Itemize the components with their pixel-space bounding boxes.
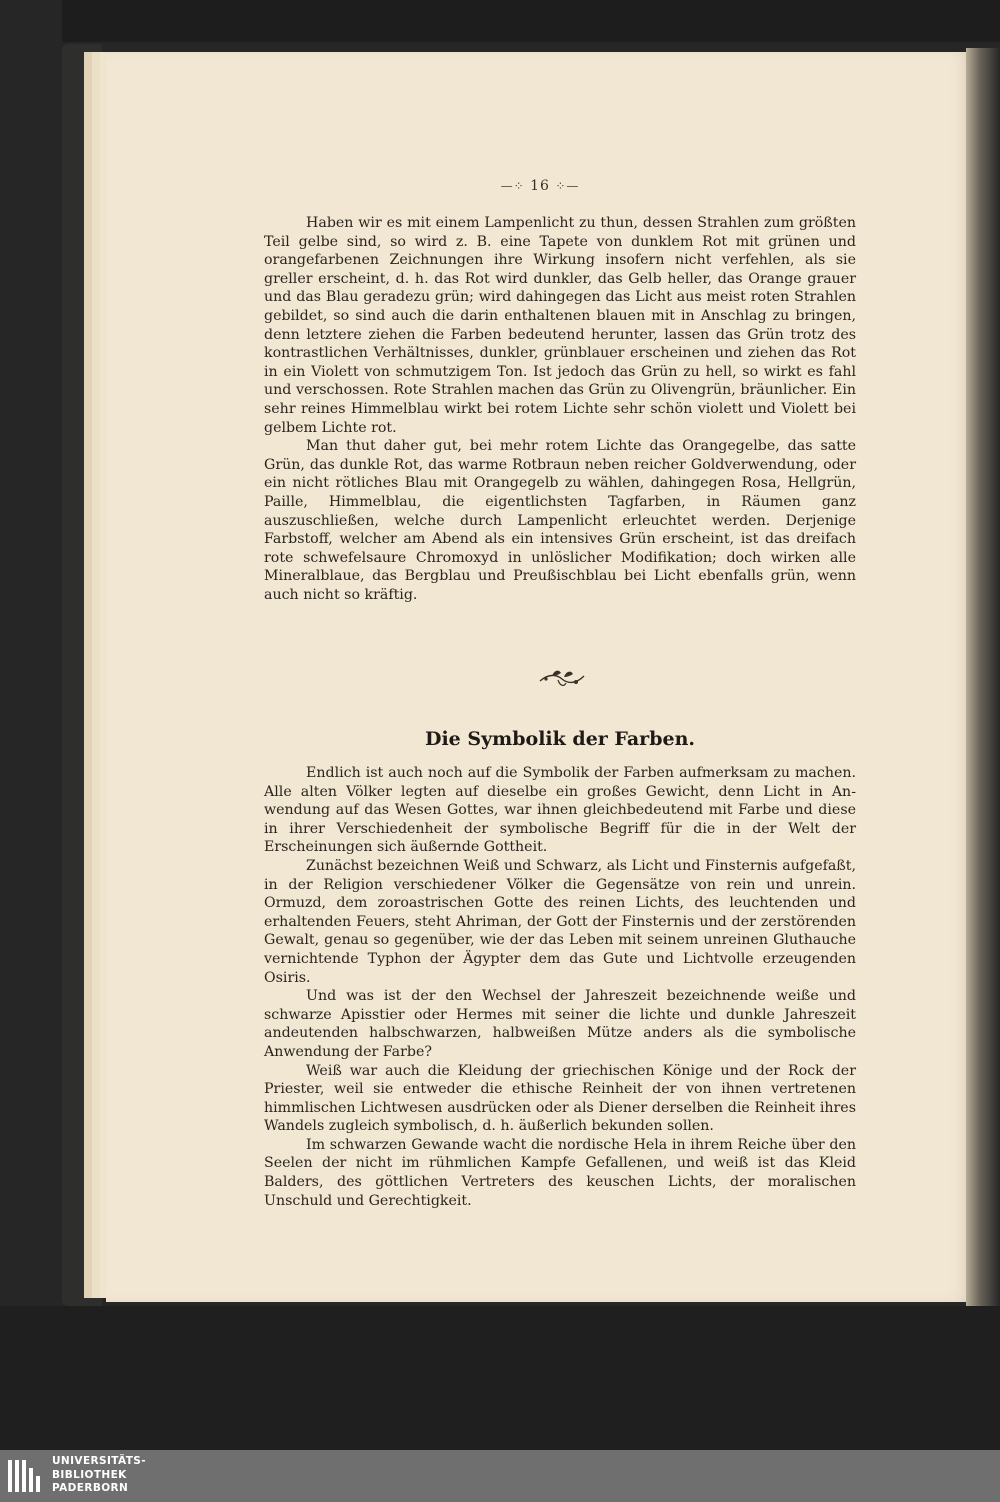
page-number-value: 16 xyxy=(530,178,550,194)
left-background xyxy=(0,0,62,1450)
section-color-symbolism xyxy=(264,764,856,1210)
top-background xyxy=(0,0,1000,42)
library-name-line: BIBLIOTHEK xyxy=(52,1468,127,1481)
library-name xyxy=(52,1455,146,1496)
paragraph: Und was ist der den Wechsel der Jahreszeit bezeichnende weiße und schwarze Apisstier oder Hermes mit seiner die lichte und dunkle Jahreszeit andeutenden halbschwarzen, halbweißen Mütze anders als die symbolische Anwendung der Farbe? xyxy=(264,988,856,1060)
section-heading: Die Symbolik der Farben. xyxy=(424,728,695,750)
page-number-ornament-left: —⁘ xyxy=(500,179,525,193)
paragraph: Zunächst bezeichnen Weiß und Schwarz, als Licht und Finsternis aufgefaßt, in der Religion verschiedener Völker die Gegensätze von rein und unrein. Ormuzd, dem zoroastrischen Gotte des reinen Lichts, des leuchtenden und erhaltenden Feuers, steht Ahriman, der Gott der Finsternis und der zerstörenden Gewalt, genau so gegenüber, wie der das Leben mit seinem unreinen Gluthauche vernichtende Typhon der Ägypter dem das Gute und Lichtvolle erzeugenden Osiris. xyxy=(264,857,856,986)
page-number xyxy=(470,178,610,194)
library-name-line: PADERBORN xyxy=(52,1482,129,1494)
paragraph: Im schwarzen Gewande wacht die nordische Hela in ihrem Reiche über den Seelen der nicht im rühmlichen Kampfe Gefallenen, und weiß ist das Kleid Balders, des göttlichen Vertreters des keuschen Lichts, der moralischen Unschuld und Gerechtigkeit. xyxy=(264,1136,856,1209)
paragraph: Endlich ist auch noch auf die Symbolik der Farben aufmerksam zu machen. Alle alten Völker legten auf dieselbe ein großes Gewicht, denn Licht in Anwendung auf das Wesen Gottes, war ihnen gleichbedeutend mit Farbe und diese in ihrer Verschiedenheit der symbolische Begriff für die in der Welt der Erscheinungen sich äußernde Gottheit. xyxy=(264,765,856,856)
bottom-background xyxy=(0,1306,1000,1450)
page-number-ornament-right: ⁘— xyxy=(555,179,580,193)
paragraph: Man thut daher gut, bei mehr rotem Lichte das Orangegelbe, das satte Grün, das dunkle Rot, das warme Rotbraun neben reicher Goldverwendung, oder ein nicht rötliches Blau mit Orangegelb zu wählen, dahingegen Rosa, Hellgrün, Paille, Himmelblau, die eigentlichsten Tagfarben, in Räumen ganz auszuschließen, welche durch Lampenlicht erleuchtet werden. Derjenige Farbstoff, welcher am Abend als ein intensives Grün erscheint, ist das dreifach rote schwefelsaure Chromoxyd in unlöslicher Modifikation; doch wirken alle Mineralblaue, das Bergblau und Preußischblau bei Licht ebenfalls grün, wenn auch nicht so kräftig. xyxy=(264,438,856,603)
paragraph: Weiß war auch die Kleidung der griechischen Könige und der Rock der Priester, weil sie entweder die ethische Reinheit der von ihnen vertretenen himmlischen Lichtwesen ausdrücken oder als Diener derselben die Reinheit ihres Wandels zugleich symbolisch, d. h. äußerlich bekunden sollen. xyxy=(264,1062,856,1135)
page-gutter-shadow xyxy=(966,48,1000,1310)
paragraph: Haben wir es mit einem Lampenlicht zu thun, dessen Strahlen zum größten Teil gelbe sind, so wird z. B. eine Tapete von dunklem Rot mit grünen und orangefarbenen Zeichnungen ihre Wirkung insofern nicht verfehlen, als sie greller erscheint, d. h. das Rot wird dunkler, das Gelb heller, das Orange grauer und das Blau geradezu grün; wird dahingegen das Licht aus meist roten Strahlen gebildet, so sind auch die darin enthaltenen blauen mit in Anschlag zu bringen, denn letztere ziehen die Farben bedeutend herunter, lassen das Grün trotz des kontrastlichen Verhältnisses, dunkler, grünblauer erscheinen und ziehen das Rot in ein Violett von schmutzigem Ton. Ist jedoch das Grün zu hell, so wirkt es fahl und verschossen. Rote Strahlen machen das Grün zu Olivengrün, bräunlicher. Ein sehr reines Himmelblau wirkt bei rotem Lichte sehr schön violett und Violett bei gelbem Lichte rot. xyxy=(264,215,856,436)
library-name-line: UNIVERSITÄTS- xyxy=(52,1455,147,1467)
library-logo-icon xyxy=(6,1456,46,1496)
section-lamp-light xyxy=(264,214,856,604)
library-footer xyxy=(0,1450,1000,1502)
floral-ornament-icon xyxy=(536,664,588,690)
